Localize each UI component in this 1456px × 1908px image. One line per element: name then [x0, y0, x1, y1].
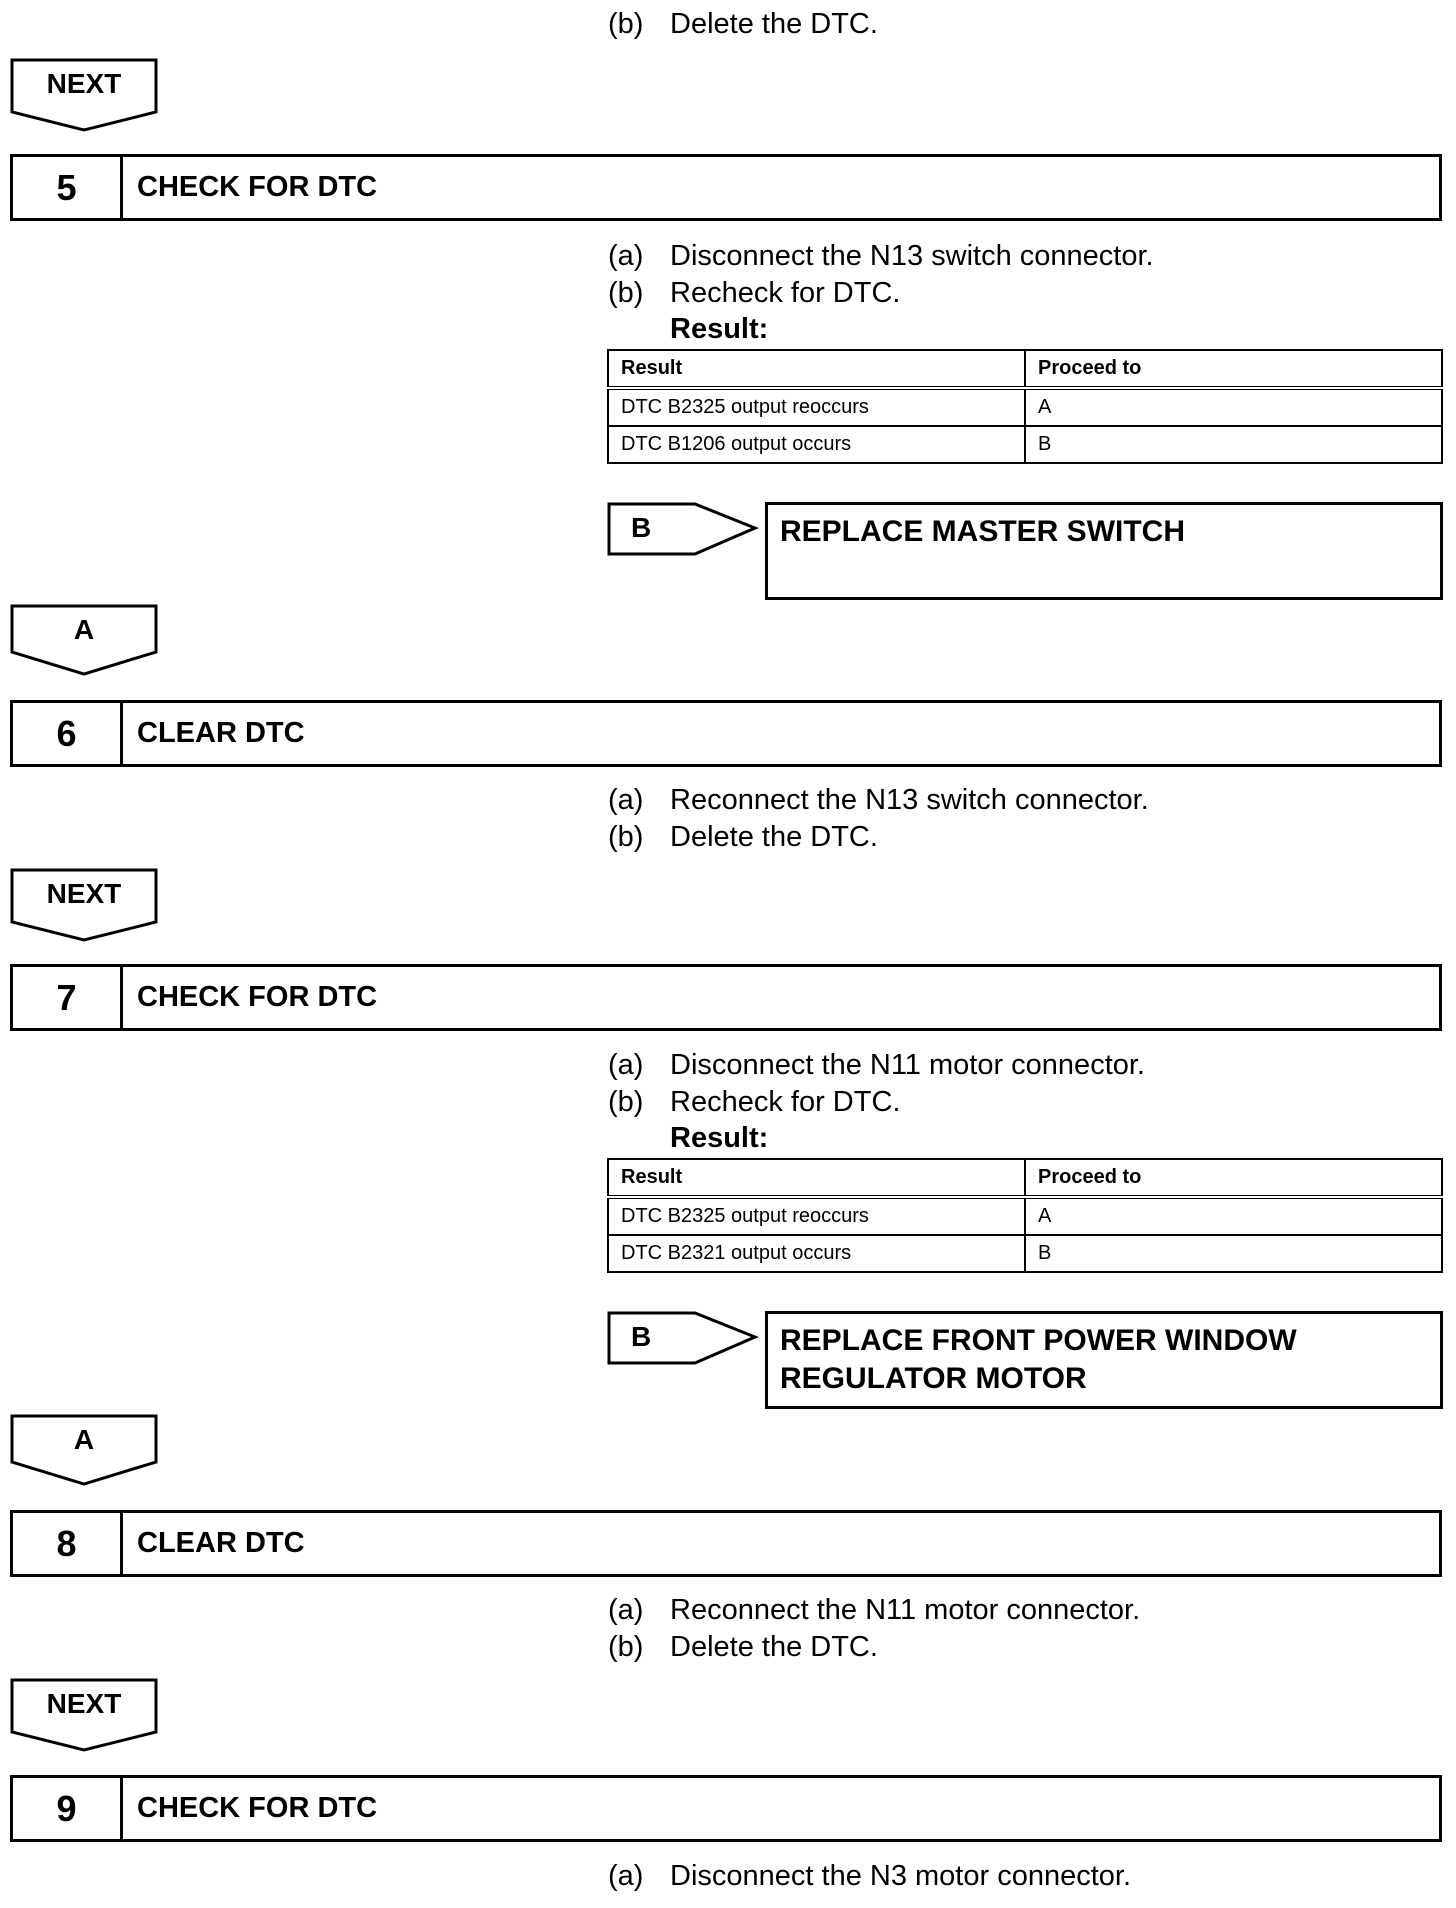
instruction-label: (b)	[608, 277, 644, 309]
step-header-8	[10, 1510, 1442, 1577]
next-flow-arrow	[10, 58, 158, 132]
table-header: Proceed to	[1025, 350, 1442, 388]
table-cell: DTC B2325 output reoccurs	[608, 388, 1025, 426]
instruction-line	[608, 8, 878, 41]
instruction-text: Delete the DTC.	[670, 821, 878, 853]
flow-label: NEXT	[46, 878, 122, 909]
table-cell: A	[1025, 388, 1442, 426]
instruction-text: Disconnect the N3 motor connector.	[670, 1860, 1132, 1892]
step-number: 5	[13, 157, 123, 218]
flow-label: B	[631, 512, 652, 543]
action-box	[765, 502, 1443, 600]
table-header-row	[608, 1159, 1442, 1197]
a-flow-arrow	[10, 604, 158, 678]
step-number: 9	[13, 1778, 123, 1839]
instruction-text: Delete the DTC.	[670, 1631, 878, 1663]
flow-label: NEXT	[46, 1688, 122, 1719]
instruction-text: Reconnect the N13 switch connector.	[670, 784, 1149, 816]
step-number: 7	[13, 967, 123, 1028]
flow-label: A	[73, 614, 95, 645]
instruction-line	[608, 1086, 900, 1119]
instruction-text: Disconnect the N13 switch connector.	[670, 240, 1154, 272]
a-flow-arrow	[10, 1414, 158, 1488]
next-flow-arrow	[10, 868, 158, 942]
table-header: Proceed to	[1025, 1159, 1442, 1197]
right-arrow-icon	[607, 500, 759, 558]
step-header-6	[10, 700, 1442, 767]
step-title: CLEAR DTC	[137, 1527, 305, 1559]
table-header-row	[608, 350, 1442, 388]
instruction-label: (a)	[608, 1860, 644, 1892]
instruction-label: (a)	[608, 784, 644, 816]
step-title: CHECK FOR DTC	[137, 981, 378, 1013]
step-title: CHECK FOR DTC	[137, 1792, 378, 1824]
instruction-label: (a)	[608, 1594, 644, 1626]
action-text: REPLACE FRONT POWER WINDOW	[780, 1324, 1297, 1357]
result-label: Result:	[670, 313, 769, 345]
instruction-label: (a)	[608, 240, 644, 272]
action-text: REPLACE MASTER SWITCH	[780, 515, 1185, 548]
action-text: REGULATOR MOTOR	[780, 1362, 1087, 1395]
branch-b-arrow	[607, 1309, 759, 1367]
next-flow-arrow	[10, 1678, 158, 1752]
instruction-text: Recheck for DTC.	[670, 277, 901, 309]
flow-label: B	[631, 1321, 652, 1352]
right-arrow-icon	[607, 1309, 759, 1367]
instruction-line	[608, 821, 878, 854]
instruction-text: Reconnect the N11 motor connector.	[670, 1594, 1141, 1626]
step-header-5	[10, 154, 1442, 221]
table-cell: DTC B2325 output reoccurs	[608, 1197, 1025, 1235]
table-row	[608, 388, 1442, 426]
table-cell: DTC B1206 output occurs	[608, 426, 1025, 463]
table-header: Result	[608, 350, 1025, 388]
instruction-line	[608, 1860, 1131, 1893]
action-box	[765, 1311, 1443, 1409]
step-number: 6	[13, 703, 123, 764]
step-header-7	[10, 964, 1442, 1031]
result-table	[607, 1158, 1443, 1273]
instruction-text: Delete the DTC.	[670, 8, 878, 40]
instruction-text: Disconnect the N11 motor connector.	[670, 1049, 1145, 1081]
instruction-line	[608, 277, 900, 310]
flow-label: A	[73, 1424, 95, 1455]
instruction-line	[608, 240, 1154, 273]
table-cell: A	[1025, 1197, 1442, 1235]
instruction-label: (b)	[608, 1631, 644, 1663]
result-table	[607, 349, 1443, 464]
step-header-9	[10, 1775, 1442, 1842]
branch-b-arrow	[607, 500, 759, 558]
step-title: CHECK FOR DTC	[137, 171, 378, 203]
table-cell: B	[1025, 426, 1442, 463]
instruction-label: (a)	[608, 1049, 644, 1081]
table-header: Result	[608, 1159, 1025, 1197]
instruction-label: (b)	[608, 821, 644, 853]
instruction-label: (b)	[608, 1086, 644, 1118]
result-label: Result:	[670, 1122, 769, 1154]
instruction-line	[608, 784, 1149, 817]
instruction-line	[608, 1594, 1140, 1627]
instruction-text: Recheck for DTC.	[670, 1086, 901, 1118]
step-title: CLEAR DTC	[137, 717, 305, 749]
table-row	[608, 426, 1442, 463]
table-cell: DTC B2321 output occurs	[608, 1235, 1025, 1272]
table-cell: B	[1025, 1235, 1442, 1272]
instruction-label: (b)	[608, 8, 644, 40]
table-row	[608, 1235, 1442, 1272]
instruction-line	[608, 1049, 1145, 1082]
flow-label: NEXT	[46, 68, 122, 99]
instruction-line	[608, 1631, 878, 1664]
step-number: 8	[13, 1513, 123, 1574]
table-row	[608, 1197, 1442, 1235]
